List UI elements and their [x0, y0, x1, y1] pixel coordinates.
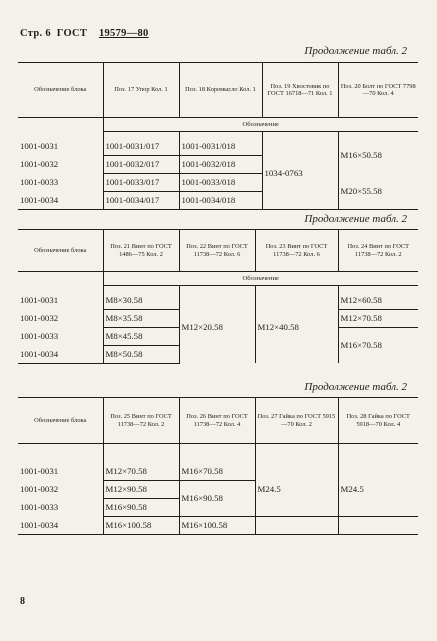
cell: M8×35.58: [103, 309, 179, 327]
col-header-pos20: Поз. 20 Болт по ГОСТ 7798—70 Кол. 4: [338, 63, 418, 118]
page-label: Стр. 6: [20, 28, 51, 39]
block-id: 1001-0031: [20, 295, 59, 305]
col-header-block: Обозначение блока: [18, 230, 103, 272]
table-3-gap: [18, 444, 418, 463]
cell-merged: M16×70.58: [338, 327, 418, 363]
page-number: 8: [20, 596, 25, 607]
block-id: 1001-0032: [20, 484, 59, 494]
cell: 1001-0032/018: [179, 155, 262, 173]
cell: 1001-0034/017: [103, 191, 179, 209]
col-header-pos21: Поз. 21 Винт по ГОСТ 1486—75 Кол. 2: [103, 230, 179, 272]
col-header-pos17: Поз. 17 Упор Кол. 1: [103, 63, 179, 118]
table-1-subheader: [18, 118, 418, 132]
cell: M12×70.58: [338, 309, 418, 327]
block-id: 1001-0033: [20, 331, 59, 341]
col-header-pos27: Поз. 27 Гайка по ГОСТ 5915—70 Кол. 2: [255, 398, 338, 444]
col-header-pos23: Поз. 23 Винт по ГОСТ 11738—72 Кол. 6: [255, 230, 338, 272]
block-id: 1001-0033: [20, 502, 59, 512]
table-1-header: [18, 63, 418, 118]
cell: M16×90.58: [103, 498, 179, 516]
cell: 1001-0033/018: [179, 173, 262, 191]
continuation-label-2: Продолжение табл. 2: [304, 213, 407, 225]
table-3-header: [18, 398, 418, 444]
cell-merged: M16×90.58: [179, 480, 255, 516]
cell: M16×100.58: [103, 516, 179, 534]
continuation-label-3: Продолжение табл. 2: [304, 381, 407, 393]
cell: 1001-0031/017: [103, 137, 179, 155]
cell: M16×70.58: [179, 462, 255, 480]
cell: 1001-0034/018: [179, 191, 262, 209]
table-3: [18, 397, 418, 535]
block-id: 1001-0034: [18, 345, 103, 363]
block-id: 1001-0034: [18, 516, 103, 534]
table-row: [18, 516, 418, 534]
continuation-label-1: Продолжение табл. 2: [304, 45, 407, 57]
cell: M16×100.58: [179, 516, 255, 534]
cell: M12×60.58: [338, 291, 418, 309]
table-row: [18, 173, 418, 191]
cell: 1001-0033/017: [103, 173, 179, 191]
table-row: [18, 291, 418, 309]
block-id: 1001-0034: [18, 191, 103, 209]
col-header-pos28: Поз. 28 Гайка по ГОСТ 5918—70 Кол. 4: [338, 398, 418, 444]
cell-merged: M24.5: [255, 462, 338, 516]
standard-label: ГОСТ: [56, 28, 88, 39]
cell-merged: 1034-0763: [262, 137, 338, 209]
cell: M8×45.58: [103, 327, 179, 345]
col-header-block: Обозначение блока: [18, 63, 103, 118]
cell: M12×90.58: [103, 480, 179, 498]
cell: 1001-0031/018: [179, 137, 262, 155]
designation-subheader: Обозначение: [103, 118, 418, 132]
doc-number: 19579—80: [98, 28, 149, 39]
table-2-subheader: [18, 272, 418, 286]
cell-merged: M12×20.58: [179, 291, 255, 363]
designation-subheader: Обозначение: [103, 272, 418, 286]
block-id: 1001-0032: [20, 159, 59, 169]
table-2-header: [18, 230, 418, 272]
cell: 1001-0032/017: [103, 155, 179, 173]
block-id: 1001-0031: [20, 466, 59, 476]
table-row: [18, 462, 418, 480]
page-header: [20, 28, 149, 39]
col-header-pos18: Поз. 18 Коромысло Кол. 1: [179, 63, 262, 118]
col-header-block: Обозначение блока: [18, 398, 103, 444]
block-id: 1001-0033: [20, 177, 59, 187]
block-id: 1001-0031: [20, 141, 59, 151]
cell: M8×50.58: [103, 345, 179, 363]
cell: M12×70.58: [103, 462, 179, 480]
block-id: 1001-0032: [20, 313, 59, 323]
cell-merged: M20×55.58: [338, 173, 418, 209]
cell-merged: M16×50.58: [338, 137, 418, 173]
col-header-pos25: Поз. 25 Винт по ГОСТ 11738—72 Кол. 2: [103, 398, 179, 444]
table-1: [18, 62, 418, 210]
cell-merged: M12×40.58: [255, 291, 338, 363]
col-header-pos22: Поз. 22 Винт по ГОСТ 11738—72 Кол. 6: [179, 230, 255, 272]
col-header-pos19: Поз. 19 Хвостовик по ГОСТ 16718—71 Кол. 1: [262, 63, 338, 118]
col-header-pos24: Поз. 24 Винт по ГОСТ 11738—72 Кол. 2: [338, 230, 418, 272]
table-row: [18, 137, 418, 155]
cell-merged: M24.5: [338, 462, 418, 516]
cell: M8×30.58: [103, 291, 179, 309]
col-header-pos26: Поз. 26 Винт по ГОСТ 11738—72 Кол. 4: [179, 398, 255, 444]
table-2: [18, 229, 418, 364]
